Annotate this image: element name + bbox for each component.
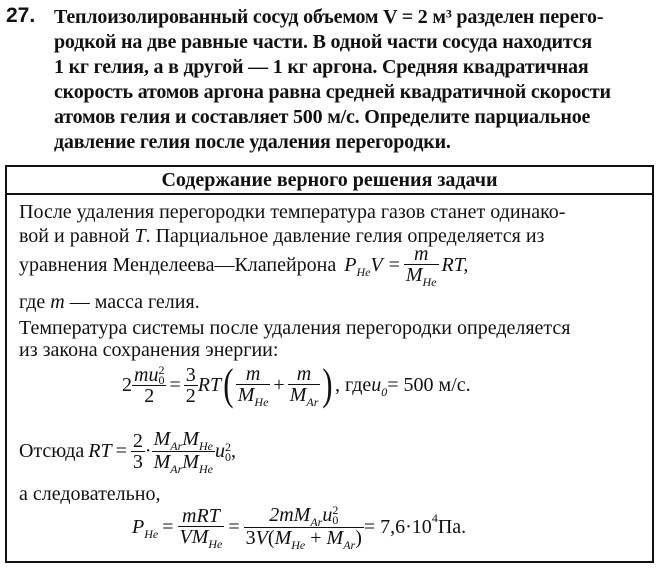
solution-line-1: После удаления перегородки температура газов станет одинако- (19, 201, 566, 223)
solution-line-3: уравнения Менделеева—Клапейрона (19, 254, 337, 276)
solution-line-2: вой и равной T. Парциальное давление гелия определяется из (19, 225, 545, 247)
solution-line-4: где m — масса гелия. (19, 291, 200, 313)
fraction-m-over-M: $\frac{m}{M_{He}}$ (405, 243, 437, 289)
problem-line-1: Теплоизолированный сосуд объемом V = 2 м³ разделен перего- (54, 6, 604, 28)
solution-box (5, 165, 654, 563)
problem-number: 27. (6, 4, 36, 27)
formula-pv: $P_{He}V$ = (344, 254, 401, 279)
final-result-equation: $P_{He}$ = $\frac{\text{mRT}}{VM_{He}}$ = $2mM_{Ar}u$ 2 0 $3V(M_{He} + M_{Ar})$ = 7,6·10 4 Па. (132, 503, 467, 552)
problem-line-2: родкой на две равные части. В одной части сосуда находится (54, 31, 592, 53)
solution-header: Содержание верного решения задачи (7, 167, 652, 195)
problem-line-5: атомов гелия и составляет 500 м/с. Определите парциальное (54, 106, 591, 128)
rt-expression-line: Отсюда RT = $\frac{2}{3}$ · $\frac{M_{Ar}M_{He}}{M_{Ar}M_{He}}$ u 2 0 , (19, 428, 236, 476)
energy-conservation-equation: 2 mu 2 0 2 = $\frac{3}{2}$ RT ( $\frac{m}{M_{He}}$ + $\frac{m}{M_{Ar}}$ ) , где $u_0$ = 500 м/с. (122, 360, 471, 409)
mendeleev-equation-line: уравнения Менделеева—Клапейрона $P_{He}V$ = $\frac{m}{M_{He}}$ RT, (19, 243, 469, 289)
solution-line-5: Температура системы после удаления перегородки определяется (19, 317, 571, 339)
problem-line-3: 1 кг гелия, а в другой — 1 кг аргона. Средняя квадратичная (54, 56, 589, 78)
problem-line-6: давление гелия после удаления перегородки. (54, 131, 451, 153)
solution-line-6: из закона сохранения энергии: (19, 339, 279, 361)
problem-line-4: скорость атомов аргона равна средней квадратичной скорости (54, 81, 611, 103)
sledovatelno-line: а следовательно, (19, 483, 161, 505)
